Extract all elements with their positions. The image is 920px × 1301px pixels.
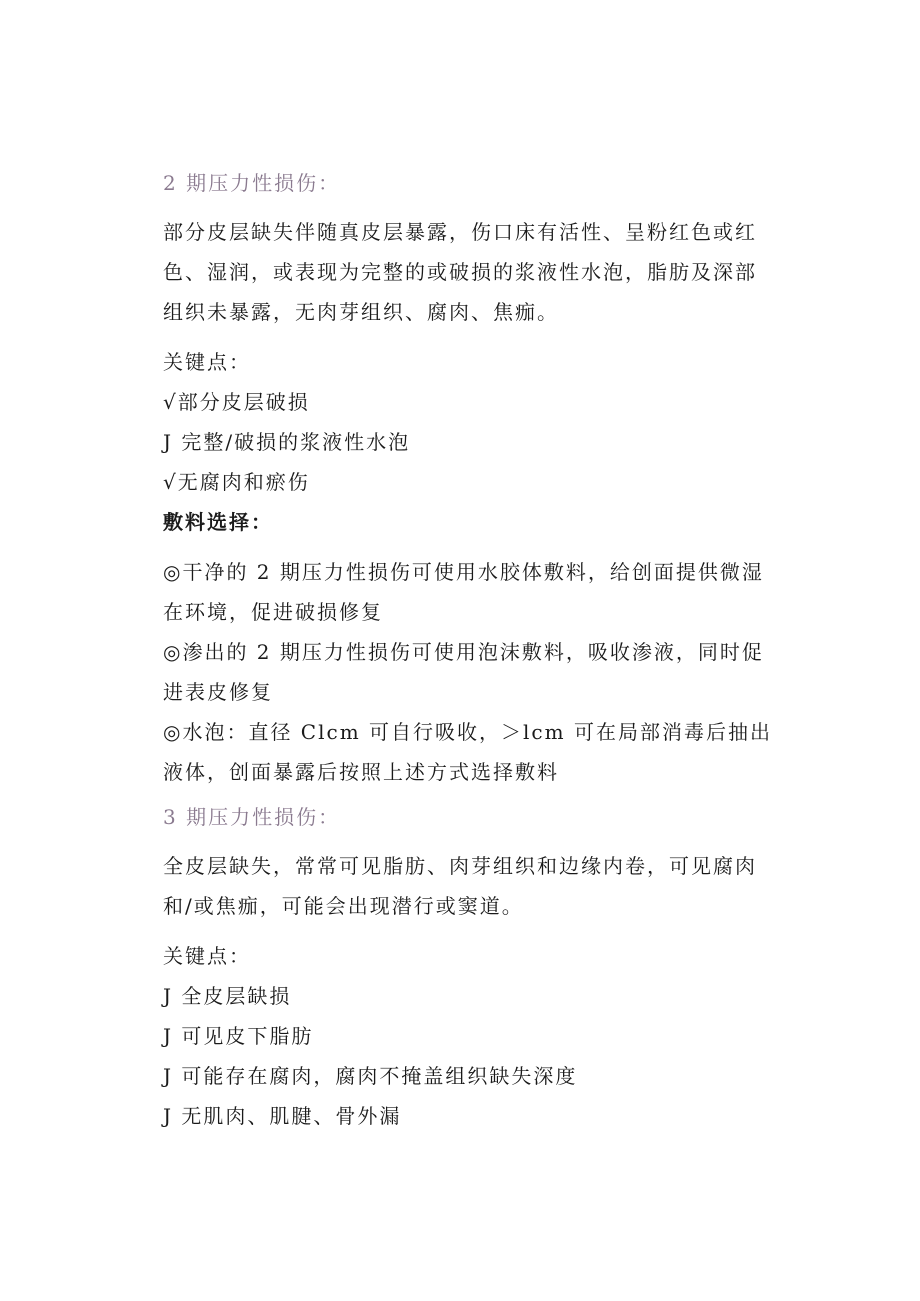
- stage2-description: [163, 212, 763, 332]
- stage3-key-points: [163, 976, 763, 1136]
- stage3-key-point: J 可见皮下脂肪: [163, 1024, 314, 1048]
- stage2-key-point: √部分皮层破损: [163, 390, 310, 414]
- stage3-key-point: J 可能存在腐肉，腐肉不掩盖组织缺失深度: [163, 1064, 578, 1088]
- stage3-key-label: 关键点：: [163, 944, 251, 968]
- stage2-desc-line: 色、湿润，或表现为完整的或破损的浆液性水泡，脂肪及深部: [163, 260, 757, 284]
- stage3-description: [163, 846, 763, 926]
- stage2-dressing-line: ◎渗出的 2 期压力性损伤可使用泡沫敷料，吸收渗液，同时促: [163, 640, 764, 664]
- stage2-dressing-label: 敷料选择：: [163, 510, 273, 534]
- stage2-dressing-line: 进表皮修复: [163, 680, 273, 704]
- stage3-desc-line: 全皮层缺失，常常可见脂肪、肉芽组织和边缘内卷，可见腐肉: [163, 854, 757, 878]
- stage2-dressing-line: 液体，创面暴露后按照上述方式选择敷料: [163, 760, 559, 784]
- stage3-desc-line: 和/或焦痂，可能会出现潜行或窦道。: [163, 894, 524, 918]
- stage2-key-label: 关键点：: [163, 350, 251, 374]
- stage2-desc-line: 组织未暴露，无肉芽组织、腐肉、焦痂。: [163, 300, 559, 324]
- stage2-desc-line: 部分皮层缺失伴随真皮层暴露，伤口床有活性、呈粉红色或红: [163, 220, 757, 244]
- stage2-heading: 2 期压力性损伤：: [163, 171, 341, 195]
- stage2-dressing-line: ◎干净的 2 期压力性损伤可使用水胶体敷料，给创面提供微湿: [163, 560, 764, 584]
- stage2-dressing-line: ◎水泡：直径 Clcm 可自行吸收，＞lcm 可在局部消毒后抽出: [163, 720, 772, 744]
- stage2-dressing-line: 在环境，促进破损修复: [163, 600, 383, 624]
- stage2-dressing-options: [163, 552, 772, 792]
- stage2-key-points: [163, 382, 763, 502]
- stage2-key-point: J 完整/破损的浆液性水泡: [163, 430, 411, 454]
- stage3-heading: 3 期压力性损伤：: [163, 805, 341, 829]
- stage2-key-point: √无腐肉和瘀伤: [163, 470, 310, 494]
- stage3-key-point: J 全皮层缺损: [163, 984, 292, 1008]
- document-page: [163, 168, 772, 1136]
- stage3-key-point: J 无肌肉、肌腱、骨外漏: [163, 1104, 402, 1128]
